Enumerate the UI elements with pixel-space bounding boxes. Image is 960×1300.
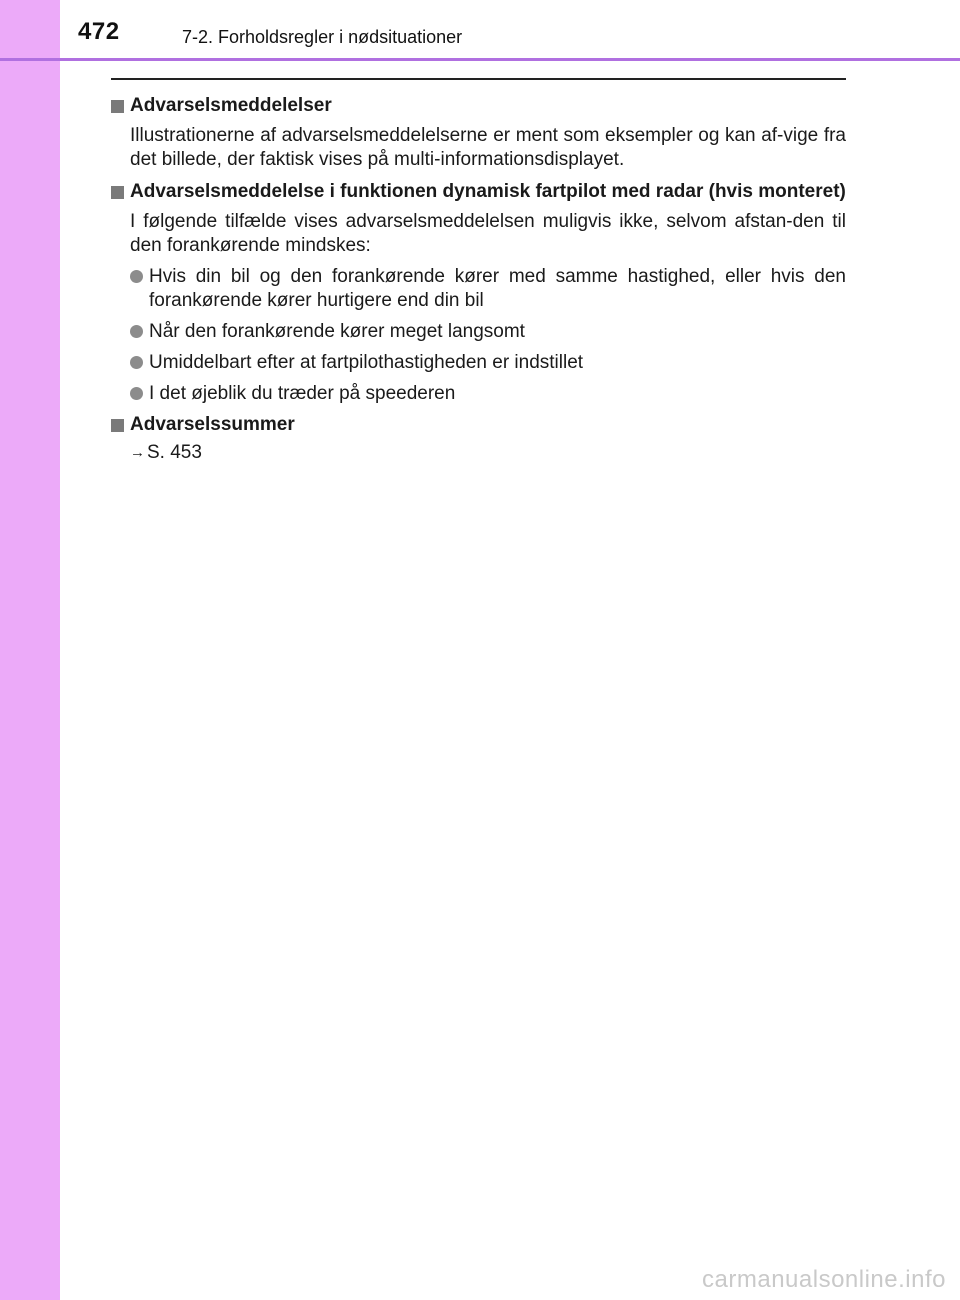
section-paragraph: I følgende tilfælde vises advarselsmeddelelsen muligvis ikke, selvom afstan-den til den forankørende mindskes: [130, 211, 846, 256]
list-item [130, 320, 846, 344]
section-heading-text: Advarselsmeddelelse i funktionen dynamisk fartpilot med radar (hvis monteret) [130, 181, 846, 202]
section-heading-text: Advarselssummer [130, 414, 295, 435]
content-divider [111, 78, 846, 80]
section-heading [111, 94, 846, 118]
chapter-sidebar-tab [0, 0, 60, 1300]
chapter-title: 7-2. Forholdsregler i nødsituationer [182, 27, 463, 47]
section-heading [111, 413, 846, 437]
list-item [130, 265, 846, 313]
list-item [130, 351, 846, 375]
page-reference-text: S. 453 [147, 442, 202, 463]
page-reference-link[interactable] [130, 441, 846, 465]
list-item-text: Når den forankørende kører meget langsomt [149, 321, 525, 342]
arrow-right-icon: → [130, 444, 145, 461]
section-paragraph: Illustrationerne af advarselsmeddelelserne er ment som eksempler og kan af-vige fra det billede, der faktisk vises på multi-informationsdisplayet. [130, 125, 846, 170]
square-bullet-icon [111, 100, 124, 113]
section-heading [111, 180, 846, 204]
list-item-text: Umiddelbart efter at fartpilothastigheden er indstillet [149, 352, 584, 373]
round-bullet-icon [130, 325, 143, 338]
list-item-text: I det øjeblik du træder på speederen [149, 383, 456, 404]
page-number: 472 [78, 18, 120, 45]
round-bullet-icon [130, 387, 143, 400]
section-heading-text: Advarselsmeddelelser [130, 95, 332, 116]
square-bullet-icon [111, 186, 124, 199]
list-item-text: Hvis din bil og den forankørende kører med samme hastighed, eller hvis den forankørende kører hurtigere end din bil [149, 266, 846, 311]
square-bullet-icon [111, 419, 124, 432]
page-content [111, 88, 846, 465]
round-bullet-icon [130, 356, 143, 369]
list-item [130, 382, 846, 406]
header-divider [0, 58, 960, 61]
round-bullet-icon [130, 270, 143, 283]
watermark: carmanualsonline.info [702, 1266, 946, 1293]
